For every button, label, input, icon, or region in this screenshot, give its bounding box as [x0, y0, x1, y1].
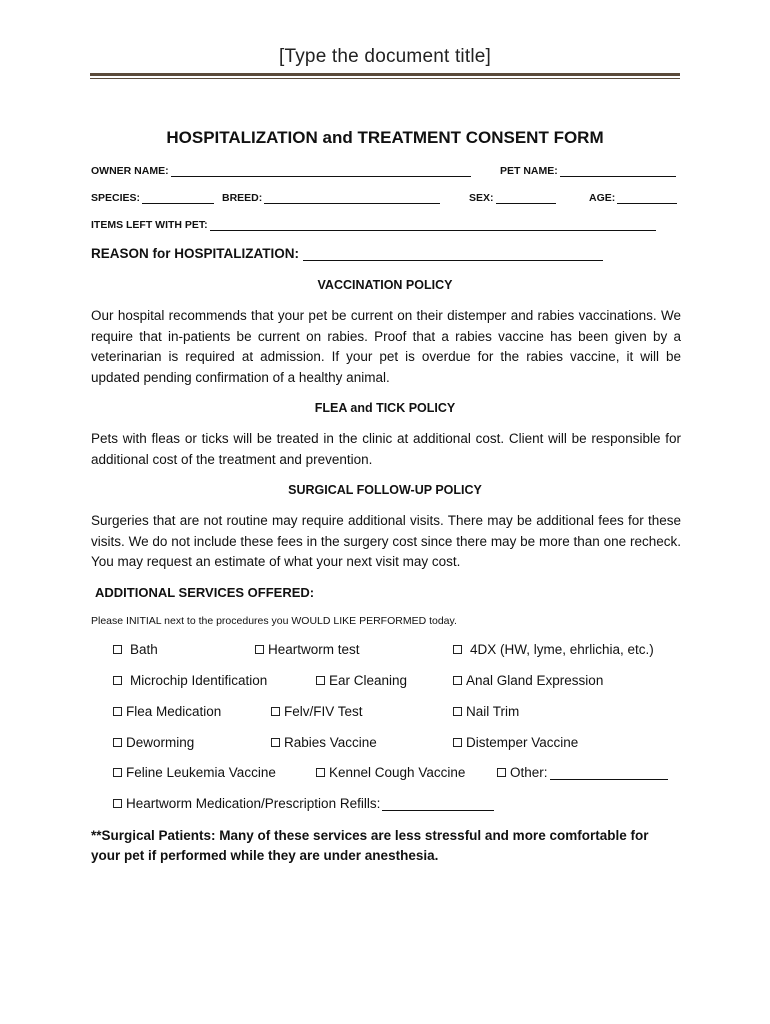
- flea-tick-text: Pets with fleas or ticks will be treated in the clinic at additional cost. Client will be responsible for additional cost of the treatment and prevention.: [91, 431, 681, 467]
- checkbox[interactable]: [316, 676, 325, 685]
- age-line[interactable]: [617, 192, 677, 204]
- other-line[interactable]: [550, 766, 668, 780]
- species-field[interactable]: [91, 192, 214, 204]
- service-label: Ear Cleaning: [329, 673, 408, 688]
- flea-tick-heading: FLEA and TICK POLICY: [314, 401, 456, 415]
- sex-label: SEX:: [469, 192, 494, 204]
- service-4dx[interactable]: [453, 642, 654, 657]
- species-line[interactable]: [142, 192, 214, 204]
- checkbox[interactable]: [113, 645, 122, 654]
- owner-name-field[interactable]: [91, 165, 471, 177]
- service-label: Anal Gland Expression: [466, 673, 604, 688]
- sex-field[interactable]: [469, 192, 556, 204]
- service-label: Heartworm test: [268, 642, 360, 657]
- checkbox[interactable]: [113, 799, 122, 808]
- service-label: Nail Trim: [466, 704, 520, 719]
- service-distemper-vaccine[interactable]: [453, 735, 578, 750]
- service-anal-gland[interactable]: [453, 673, 603, 688]
- service-heartworm-medication[interactable]: [113, 796, 494, 811]
- surgical-text: Surgeries that are not routine may require additional visits. There may be additional fees for these visits. We do not include these fees in the surgery cost since there may be more than one recheck. You may request an estimate of what your next visit may cost.: [91, 513, 681, 569]
- service-heartworm-test[interactable]: [255, 642, 360, 657]
- items-left-label: ITEMS LEFT WITH PET:: [91, 219, 208, 231]
- service-label: Feline Leukemia Vaccine: [126, 765, 276, 780]
- items-left-line[interactable]: [210, 219, 656, 231]
- header-rule-thick: [90, 73, 680, 76]
- checkbox[interactable]: [497, 768, 506, 777]
- age-label: AGE:: [589, 192, 616, 204]
- age-field[interactable]: [589, 192, 677, 204]
- document-title[interactable]: [Type the document title]: [278, 46, 491, 67]
- pet-name-label: PET NAME:: [500, 165, 558, 177]
- surgical-patients-note: [91, 826, 691, 866]
- checkbox[interactable]: [453, 738, 462, 747]
- breed-label: BREED:: [222, 192, 263, 204]
- service-label: Heartworm Medication/Prescription Refills:: [126, 796, 381, 811]
- service-label: Flea Medication: [126, 704, 222, 719]
- service-bath[interactable]: [113, 642, 158, 657]
- service-label: Other:: [510, 765, 548, 780]
- checkbox[interactable]: [453, 676, 462, 685]
- service-rabies-vaccine[interactable]: [271, 735, 377, 750]
- heartworm-med-line[interactable]: [382, 797, 494, 811]
- pet-name-line[interactable]: [560, 165, 676, 177]
- checkbox[interactable]: [255, 645, 264, 654]
- service-flea-medication[interactable]: [113, 704, 221, 719]
- service-ear-cleaning[interactable]: [316, 673, 407, 688]
- checkbox[interactable]: [271, 738, 280, 747]
- checkbox[interactable]: [113, 738, 122, 747]
- checkbox[interactable]: [271, 707, 280, 716]
- species-label: SPECIES:: [91, 192, 141, 204]
- service-nail-trim[interactable]: [453, 704, 519, 719]
- note-line-2: your pet if performed while they are under anesthesia.: [91, 848, 439, 863]
- pet-name-field[interactable]: [500, 165, 676, 177]
- breed-field[interactable]: [222, 192, 440, 204]
- service-kennel-cough[interactable]: [316, 765, 465, 780]
- service-label: Deworming: [126, 735, 195, 750]
- vaccination-text: Our hospital recommends that your pet be current on their distemper and rabies vaccinations. We require that in-patients be current on rabies. Proof that a rabies vaccine has been given by a veterinarian is required at admission. If your pet is overdue for the rabies vaccine, it will be updated pending confirmation of a healthy animal.: [91, 308, 681, 385]
- initial-instruction: Please INITIAL next to the procedures you WOULD LIKE PERFORMED today.: [91, 615, 457, 627]
- service-label: 4DX (HW, lyme, ehrlichia, etc.): [470, 642, 654, 657]
- note-line-1: **Surgical Patients: Many of these services are less stressful and more comfortable for: [91, 828, 649, 843]
- service-label: Rabies Vaccine: [284, 735, 377, 750]
- service-felv-fiv[interactable]: [271, 704, 363, 719]
- surgical-heading: SURGICAL FOLLOW-UP POLICY: [288, 483, 482, 497]
- reason-field[interactable]: [91, 246, 603, 261]
- owner-name-label: OWNER NAME:: [91, 165, 169, 177]
- additional-services-heading: ADDITIONAL SERVICES OFFERED:: [95, 585, 315, 600]
- items-left-field[interactable]: [91, 219, 656, 231]
- service-deworming[interactable]: [113, 735, 194, 750]
- header-rule-thin: [90, 78, 680, 79]
- reason-label: REASON for HOSPITALIZATION:: [91, 246, 299, 261]
- checkbox[interactable]: [316, 768, 325, 777]
- reason-line[interactable]: [303, 246, 603, 261]
- service-label: Distemper Vaccine: [466, 735, 579, 750]
- checkbox[interactable]: [453, 707, 462, 716]
- service-feline-leukemia[interactable]: [113, 765, 276, 780]
- sex-line[interactable]: [496, 192, 556, 204]
- service-label: Kennel Cough Vaccine: [329, 765, 466, 780]
- vaccination-heading: VACCINATION POLICY: [317, 278, 453, 292]
- owner-name-line[interactable]: [171, 165, 471, 177]
- checkbox[interactable]: [113, 707, 122, 716]
- service-other[interactable]: [497, 765, 668, 780]
- checkbox[interactable]: [113, 676, 122, 685]
- breed-line[interactable]: [264, 192, 440, 204]
- form-title: HOSPITALIZATION and TREATMENT CONSENT FORM: [166, 128, 604, 147]
- service-label: Microchip Identification: [130, 673, 268, 688]
- service-microchip[interactable]: [113, 673, 267, 688]
- checkbox[interactable]: [113, 768, 122, 777]
- service-label: Bath: [130, 642, 158, 657]
- service-label: Felv/FIV Test: [284, 704, 363, 719]
- checkbox[interactable]: [453, 645, 462, 654]
